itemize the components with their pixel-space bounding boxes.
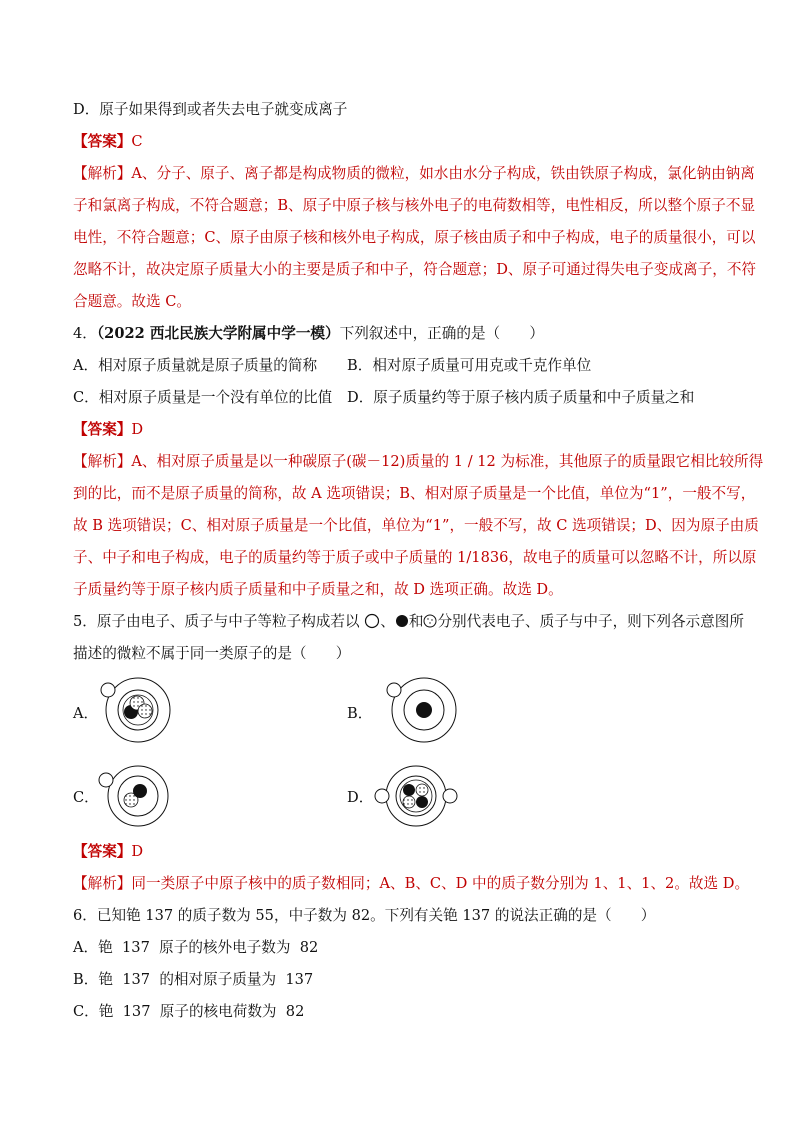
q5-option-c-label: C． — [73, 789, 99, 806]
question-number: 4． — [73, 325, 97, 342]
q4-analysis-line: 到的比，而不是原子质量的简称，故 A 选项错误；B、相对原子质量是一个比值，单位为“1”，一般不写， — [73, 485, 756, 502]
q3-analysis-line: 子和氯离子构成，不符合题意；B、原子中原子核与核外电子的电荷数相等，电性相反，所以整个原子不显 — [73, 197, 756, 214]
electron-icon — [99, 773, 113, 787]
q4-analysis-line: 子质量约等于原子核内质子质量和中子质量之和，故 D 选项正确。故选 D。 — [73, 581, 563, 598]
q4-option-a: A．相对原子质量就是原子质量的简称 — [73, 357, 318, 374]
answer-label: 【答案】 — [73, 843, 132, 860]
q5-atom-diagram-a — [96, 676, 182, 744]
electron-icon — [387, 683, 401, 697]
question-text: 分别代表电子、质子与中子，则下列各示意图所 — [437, 613, 744, 630]
proton-icon — [416, 702, 432, 718]
q4-option-b: B．相对原子质量可用克或千克作单位 — [347, 357, 592, 374]
connector: 和 — [408, 613, 424, 630]
q5-stem-line1 — [73, 612, 744, 632]
q5-atom-diagram-b — [378, 676, 464, 744]
q4-analysis-line: 【解析】A、相对原子质量是以一种碳原子(碳－12)质量的 1 / 12 为标准，其他原子的质量跟它相比较所得 — [73, 453, 764, 470]
electron-icon — [101, 683, 115, 697]
answer-label: 【答案】 — [73, 133, 132, 150]
proton-icon — [403, 784, 415, 796]
answer-value: D — [131, 421, 144, 438]
q4-option-c: C．相对原子质量是一个没有单位的比值 — [73, 389, 333, 406]
q6-option-b: B．铯 137 的相对原子质量为 137 — [73, 971, 314, 988]
electron-icon — [375, 789, 389, 803]
q3-analysis-line: 忽略不计，故决定原子质量大小的主要是质子和中子，符合题意；D、原子可通过得失电子变成离子，不符 — [73, 261, 757, 278]
q5-atom-diagram-d — [370, 762, 462, 830]
answer-value: D — [131, 843, 144, 860]
q4-option-d: D．原子质量约等于原子核内质子质量和中子质量之和 — [347, 389, 695, 406]
proton-icon — [416, 796, 428, 808]
q5-answer — [73, 842, 143, 862]
q6-stem: 6．已知铯 137 的质子数为 55，中子数为 82。下列有关铯 137 的说法正确的是（ ） — [73, 907, 656, 924]
answer-label: 【答案】 — [73, 421, 132, 438]
question-text: 下列叙述中，正确的是（ ） — [339, 325, 544, 342]
q6-option-a: A．铯 137 原子的核外电子数为 82 — [73, 939, 319, 956]
q5-option-d-label: D． — [347, 789, 374, 806]
q3-answer — [73, 132, 143, 152]
electron-symbol-icon — [364, 613, 380, 629]
q4-analysis-line: 故 B 选项错误；C、相对原子质量是一个比值，单位为“1”，一般不写，故 C 选项错误；D、因为原子由质 — [73, 517, 759, 534]
q3-analysis-line: 【解析】A、分子、原子、离子都是构成物质的微粒，如水由水分子构成，铁由铁原子构成，氯化钠由钠离 — [73, 165, 755, 182]
q6-option-c: C．铯 137 原子的核电荷数为 82 — [73, 1003, 305, 1020]
electron-icon — [443, 789, 457, 803]
q4-analysis-line: 子、中子和电子构成，电子的质量约等于质子或中子质量的 1/1836，故电子的质量可以忽略不计，所以原 — [73, 549, 757, 566]
neutron-symbol-icon — [423, 614, 437, 628]
question-text: 5．原子由电子、质子与中子等粒子构成若以 — [73, 613, 360, 630]
q3-option-d: D．原子如果得到或者失去电子就变成离子 — [73, 101, 348, 118]
proton-icon — [133, 784, 147, 798]
q3-analysis-line: 合题意。故选 C。 — [73, 293, 191, 310]
separator: 、 — [380, 613, 395, 630]
q5-analysis: 【解析】同一类原子中原子核中的质子数相同；A、B、C、D 中的质子数分别为 1、1、1、2。故选 D。 — [73, 875, 750, 892]
answer-value: C — [131, 133, 143, 150]
question-source: （2022 西北民族大学附属中学一模） — [96, 325, 340, 342]
q5-atom-diagram-c — [96, 762, 182, 830]
q3-analysis-line: 电性，不符合题意；C、原子由原子核和核外电子构成，原子核由质子和中子构成，电子的质量很小，可以 — [73, 229, 756, 246]
proton-symbol-icon — [395, 614, 409, 628]
q5-option-b-label: B． — [347, 705, 373, 722]
q4-stem — [73, 324, 544, 344]
q5-option-a-label: A． — [73, 705, 99, 722]
q4-answer — [73, 420, 143, 440]
q5-stem-line2: 描述的微粒不属于同一类原子的是（ ） — [73, 645, 351, 662]
